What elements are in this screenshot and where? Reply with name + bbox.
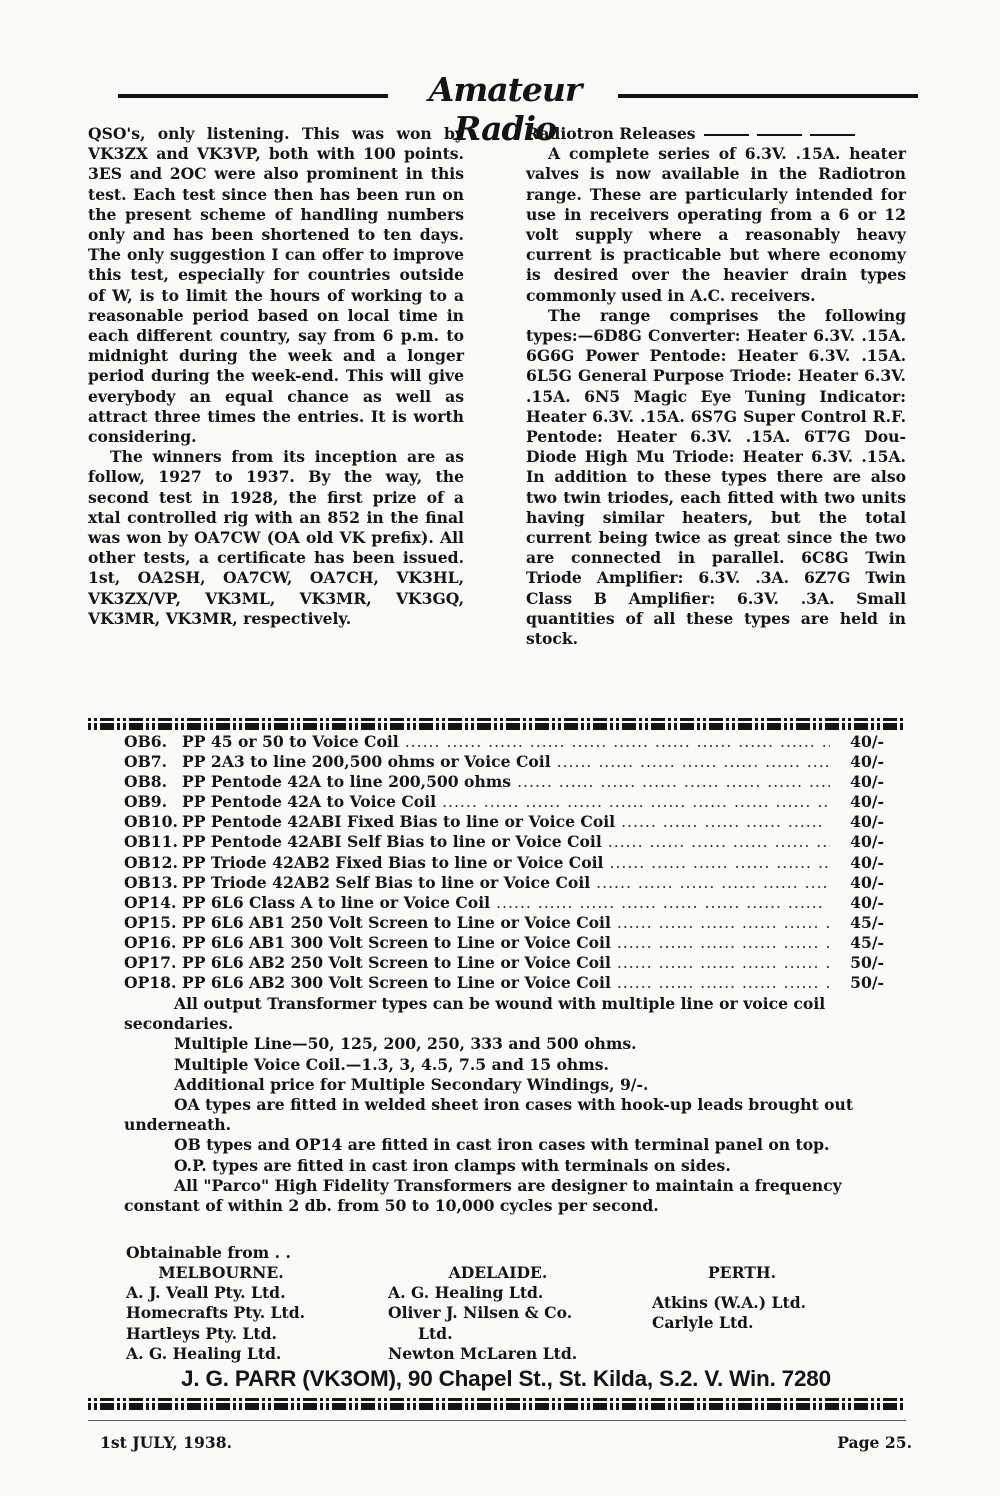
leader-dots [617,953,830,973]
note-oa: OA types are fitted in welded sheet iron cases with hook-up leads brought out underneath. [124,1095,854,1135]
transformer-price: 40/- [850,892,884,912]
transformer-price: 40/- [850,792,884,812]
ornamental-border-bottom [88,1398,906,1410]
transformer-desc: PP 6L6 AB2 300 Volt Screen to Line or Voice Coil [182,973,611,993]
stockist: Homecrafts Pty. Ltd. [126,1303,306,1323]
list-item [124,812,884,832]
heading-dash [810,134,855,136]
stockists [126,1263,886,1383]
note-additional: Additional price for Multiple Secondary Windings, 9/-. [174,1074,649,1094]
stockist: A. G. Healing Ltd. [388,1283,544,1303]
transformer-desc: PP 6L6 AB2 250 Volt Screen to Line or Voice Coil [182,953,611,973]
list-item [124,913,884,933]
transformer-desc: PP Pentode 42ABI Self Bias to line or Voice Coil [182,832,602,852]
obtainable-label: Obtainable from . . [126,1243,291,1262]
transformer-desc: PP 6L6 AB1 250 Volt Screen to Line or Voice Coil [182,912,611,932]
city-name: ADELAIDE. [448,1263,548,1282]
ornamental-border-top [88,718,906,730]
transformer-code: OP16. [124,932,177,952]
transformer-desc: PP 2A3 to line 200,500 ohms or Voice Coil [182,752,551,772]
transformer-code: OP15. [124,912,177,932]
advertiser-line: J. G. PARR (VK3OM), 90 Chapel St., St. Kilda, S.2. V. Win. 7280 [181,1366,831,1391]
list-item [124,752,884,772]
transformer-price: 40/- [850,832,884,852]
list-item [124,853,884,873]
right-paragraph-2: The range comprises the following types:—6D8G Converter: Heater 6.3V. .15A. 6G6G Power Pentode: Heater 6.3V. .15A. 6L5G General Purpose Triode: Heater 6.3V. .15A. 6N5 Magic Eye Tuning Indicator: Heater 6.3V. .15A. 6S7G Super Control R.F. Pentode: Heater 6.3V. .15A. 6T7G Dou-Diode High Mu Triode: Heater 6.3V. .15A. In addition to these types there are also two twin triodes, each fitted with two units having similar heaters, but the total current being twice as great since the two are connected in parallel. 6C8G Twin Triode Amplifier: 6.3V. .3A. 6Z7G Twin Class B Amplifier: 6.3V. .3A. Small quantities of all these types are held in stock. [526,305,906,649]
transformer-price: 40/- [850,772,884,792]
note-multiple-line: Multiple Line—50, 125, 200, 250, 333 and 500 ohms. [174,1034,637,1054]
stockist: Hartleys Pty. Ltd. [126,1323,277,1343]
city-name: MELBOURNE. [158,1263,284,1282]
leader-dots [617,933,830,953]
transformer-desc: PP Pentode 42A to line 200,500 ohms [182,772,512,792]
transformer-desc: PP Triode 42AB2 Self Bias to line or Voice Coil [182,872,591,892]
radiotron-heading-text: Radiotron Releases [526,124,696,143]
transformer-price: 40/- [850,732,884,751]
transformer-price-list [124,732,884,993]
city-melbourne [126,1263,366,1364]
transformer-code: OB10. [124,812,178,832]
transformer-price: 40/- [850,752,884,772]
perth-stockists [652,1293,892,1333]
transformer-price: 50/- [850,953,884,973]
leader-dots [596,873,830,893]
list-item [124,732,884,752]
leader-dots [617,973,830,993]
transformer-price: 40/- [850,812,884,832]
list-item [124,933,884,953]
leader-dots [517,772,830,792]
leader-dots [557,752,830,772]
list-item [124,832,884,852]
masthead-rule-left [118,94,388,98]
transformer-code: OB12. [124,852,178,872]
transformer-price: 45/- [850,912,884,932]
note-multiple-voice: Multiple Voice Coil.—1.3, 3, 4.5, 7.5 and 15 ohms. [174,1054,609,1074]
note-parco: All "Parco" High Fidelity Transformers are designer to maintain a frequency constant of within 2 db. from 50 to 10,000 cycles per second. [124,1175,842,1216]
stockist: Newton McLaren Ltd. [388,1343,578,1363]
leader-dots [405,732,830,752]
transformer-code: OP18. [124,973,177,993]
left-column [88,124,464,629]
issue-date: 1st JULY, 1938. [100,1433,233,1452]
heading-dash [704,134,749,136]
leader-dots [442,792,830,812]
page-number: Page 25. [837,1433,912,1452]
transformer-code: OB9. [124,792,168,812]
transformer-code: OB7. [124,752,168,772]
right-paragraph-1: A complete series of 6.3V. .15A. heater valves is now available in the Radiotron range. These are particularly intended for use in receivers operating from a 6 or 12 volt supply where a reasonably heavy current is practicable but where economy is desired over the heavier drain types commonly used in A.C. receivers. [526,144,906,305]
stockist: Atkins (W.A.) Ltd. [652,1293,807,1313]
stockist: Oliver J. Nilsen & Co. [388,1303,573,1323]
transformer-desc: PP 45 or 50 to Voice Coil [182,732,399,751]
transformer-price: 40/- [850,852,884,872]
transformer-code: OB6. [124,732,168,751]
stockist: Carlyle Ltd. [652,1313,754,1333]
transformer-code: OB8. [124,772,168,792]
city-perth [652,1263,892,1334]
leader-dots [621,812,830,832]
footer-rule [88,1420,906,1421]
transformer-desc: PP Pentode 42A to Voice Coil [182,792,437,812]
right-column [526,124,906,649]
masthead-title: Amateur Radio [428,70,582,148]
list-item [124,953,884,973]
list-item [124,772,884,792]
transformer-code: OP17. [124,953,177,973]
transformer-desc: PP 6L6 AB1 300 Volt Screen to Line or Voice Coil [182,932,611,952]
leader-dots [617,913,830,933]
leader-dots [609,853,830,873]
stockist: A. G. Healing Ltd. [126,1343,282,1363]
transformer-notes [124,994,884,1216]
stockist: A. J. Veall Pty. Ltd. [126,1283,286,1303]
list-item [124,792,884,812]
transformer-desc: PP 6L6 Class A to line or Voice Coil [182,892,491,912]
stockist: Ltd. [418,1323,453,1343]
transformer-desc: PP Triode 42AB2 Fixed Bias to line or Voice Coil [182,852,604,872]
radiotron-heading [526,124,906,144]
list-item [124,893,884,913]
transformer-code: OB11. [124,832,178,852]
masthead-rule-right [618,94,918,98]
list-item [124,973,884,993]
transformer-price: 50/- [850,973,884,993]
transformer-desc: PP Pentode 42ABI Fixed Bias to line or Voice Coil [182,812,616,832]
left-paragraph-2: The winners from its inception are as follow, 1927 to 1937. By the way, the second test in 1928, the first prize of a xtal controlled rig with an 852 in the final was won by OA7CW (OA old VK prefix). All other tests, a certificate has been issued. 1st, OA2SH, OA7CW, OA7CH, VK3HL, VK3ZX/VP, VK3ML, VK3MR, VK3GQ, VK3MR, VK3MR, respectively. [88,447,464,628]
city-name: PERTH. [707,1263,777,1282]
transformer-code: OB13. [124,872,178,892]
leader-dots [496,893,830,913]
list-item [124,873,884,893]
leader-dots [608,832,830,852]
transformer-price: 40/- [850,872,884,892]
note-ob: OB types and OP14 are fitted in cast iron cases with terminal panel on top. [174,1135,830,1155]
note-wound: All output Transformer types can be wound with multiple line or voice coil secondaries. [124,994,826,1034]
transformer-code: OP14. [124,892,177,912]
left-paragraph-1: QSO's, only listening. This was won by VK3ZX and VK3VP, both with 100 points. 3ES and 2OC were also prominent in this test. Each test since then has been run on the present scheme of handling numbers only and has been shortened to ten days. The only suggestion I can offer to improve this test, especially for countries outside of W, is to limit the hours of working to a reasonable period based on local time in each different country, say from 6 p.m. to midnight during the week and a longer period during the week-end. This will give everybody an equal chance as well as attract three times the entries. It is worth considering. [88,124,464,447]
city-adelaide [388,1263,648,1364]
heading-dash [757,134,802,136]
transformer-price: 45/- [850,932,884,952]
note-op: O.P. types are fitted in cast iron clamps with terminals on sides. [174,1155,731,1175]
